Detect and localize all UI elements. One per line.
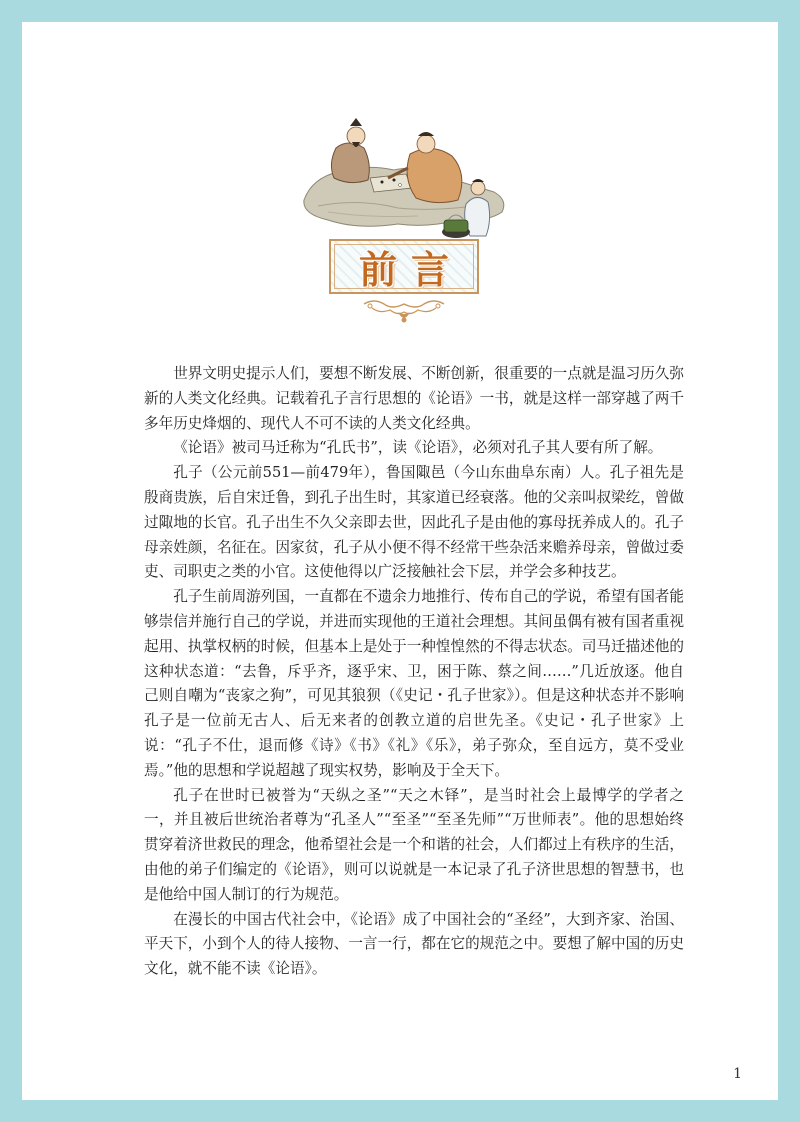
scholars-illustration: [298, 108, 512, 248]
page-title: 前言: [358, 248, 463, 292]
paragraph: 孔子（公元前551—前479年），鲁国陬邑（今山东曲阜东南）人。孔子祖先是殷商贵族，后自宋迁鲁，到孔子出生时，其家道已经衰落。他的父亲叫叔梁纥，曾做过陬地的长官。孔子出生不久父亲即去世，因此孔子是由他的寡母抚养成人的。孔子母亲姓颜，名征在。因家贫，孔子从小便不得不经常干些杂活来赡养母亲，曾做过委吏、司职吏之类的小官。这使他得以广泛接触社会下层，并学会多种技艺。: [144, 464, 684, 581]
paragraph: 孔子生前周游列国，一直都在不遗余力地推行、传布自己的学说，希望有国者能够崇信并施行自己的学说，并进而实现他的王道社会理想。其间虽偶有被有国者重视起用、执掌权柄的时候，但基本上是处于一种惶惶然的不得志状态。司马迁描述他的这种状态道：“去鲁，斥乎齐，逐乎宋、卫，困于陈、蔡之间……”几近放逐。他自己则自嘲为“丧家之狗”，可见其狼狈（《史记・孔子世家》）。但是这种状态并不影响孔子是一位前无古人、后无来者的创教立道的启世先圣。《史记・孔子世家》上说：“孔子不仕，退而修《诗》《书》《礼》《乐》，弟子弥众，至自远方，莫不受业焉。”他的思想和学说超越了现实权势，影响及于全天下。: [144, 588, 684, 779]
scroll-ornament: [362, 298, 446, 328]
paragraph: 在漫长的中国古代社会中，《论语》成了中国社会的“圣经”，大到齐家、治国、平天下，小到个人的待人接物、一言一行，都在它的规范之中。要想了解中国的历史文化，就不能不读《论语》。: [144, 910, 684, 978]
paragraph: 世界文明史提示人们，要想不断发展、不断创新，很重要的一点就是温习历久弥新的人类文化经典。记载着孔子言行思想的《论语》一书，就是这样一部穿越了两千多年历史烽烟的、现代人不可不读的人类文化经典。: [144, 365, 684, 432]
book-page: [22, 22, 778, 1100]
page-number: 1: [733, 1066, 742, 1082]
title-frame: [329, 239, 479, 294]
paragraph: 《论语》被司马迁称为“孔氏书”，读《论语》，必须对孔子其人要有所了解。: [173, 439, 663, 457]
preface-body: [144, 362, 684, 982]
paragraph: 孔子在世时已被誉为“天纵之圣”“天之木铎”，是当时社会上最博学的学者之一，并且被后世统治者尊为“孔圣人”“至圣”“至圣先师”“万世师表”。他的思想始终贯穿着济世救民的理念，他希望社会是一个和谐的社会，人们都过上有秩序的生活，由他的弟子们编定的《论语》，则可以说就是一本记录了孔子济世思想的智慧书，也是他给中国人制订的行为规范。: [144, 786, 684, 903]
